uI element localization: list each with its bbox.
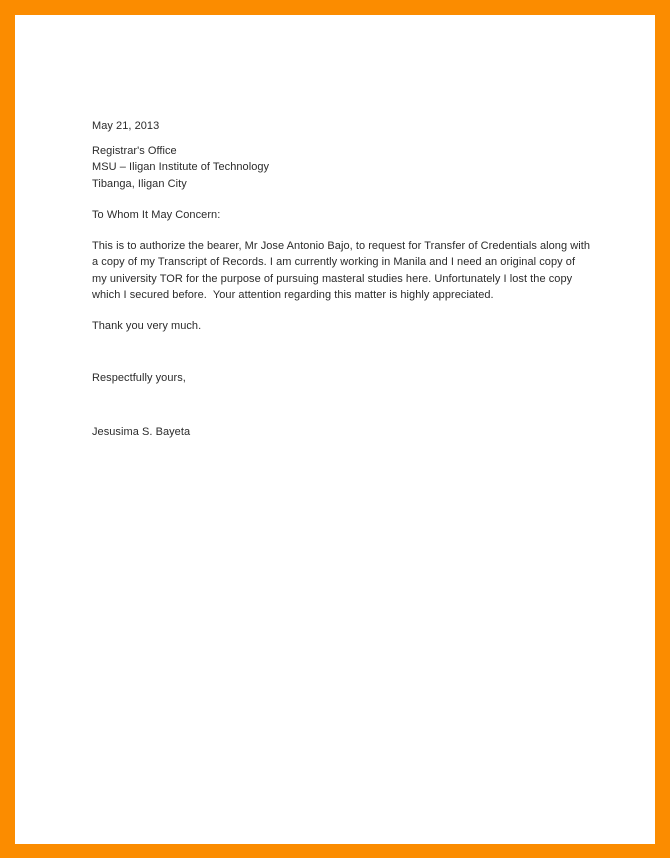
letter-content (92, 118, 591, 440)
salutation: To Whom It May Concern: (92, 209, 221, 221)
recipient-block (92, 143, 591, 193)
recipient-address: Tibanga, Iligan City (92, 177, 187, 190)
letter-page (15, 15, 655, 844)
recipient-office: Registrar's Office (92, 144, 177, 157)
signature-name: Jesusima S. Bayeta (92, 425, 191, 438)
letter-date: May 21, 2013 (92, 120, 160, 132)
thanks-line: Thank you very much. (92, 319, 202, 332)
body-paragraph: This is to authorize the bearer, Mr Jose Antonio Bajo, to request for Transfer of Credentials along with a copy of my Transcript of Records. I am currently working in Manila and I need an original copy of my university TOR for the purpose of pursuing masteral studies here. Unfortunately I lost the copy which I secured before. Your attention regarding this matter is highly appreciated. (92, 239, 591, 301)
recipient-institution: MSU – Iligan Institute of Technology (92, 161, 270, 173)
signoff: Respectfully yours, (92, 372, 186, 384)
